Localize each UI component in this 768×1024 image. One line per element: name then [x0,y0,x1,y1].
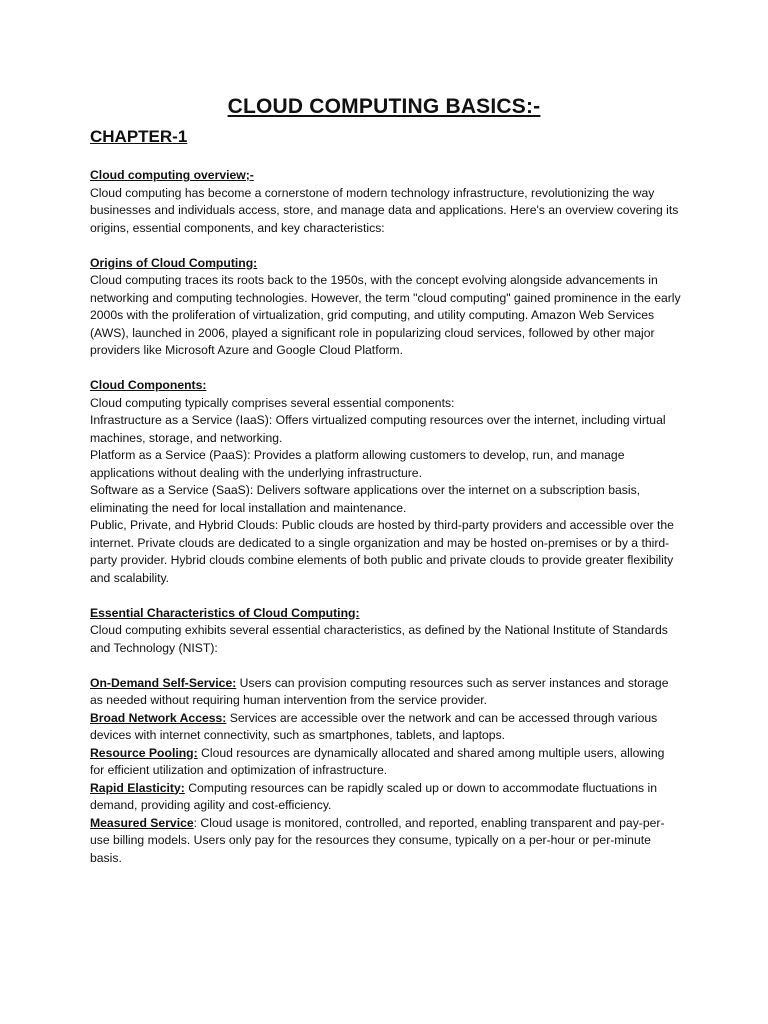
origins-paragraph: Cloud computing traces its roots back to the 1950s, with the concept evolving alongside advancements in networking and computing technologies. However, the term "cloud computing" gained prominence in the early 2000s with the proliferation of virtualization, grid computing, and utility computing. Amazon Web Services (AWS), launched in 2006, played a significant role in popularizing cloud services, followed by other major providers like Microsoft Azure and Google Cloud Platform. [90,273,681,357]
spacer [90,587,682,605]
characteristic-term: Resource Pooling: [90,745,198,760]
characteristic-term: Measured Service [90,815,194,830]
characteristics-heading: Essential Characteristics of Cloud Computing: [90,605,360,620]
characteristic-item-network-access [90,710,682,745]
characteristic-description: Users can provision computing resources such as server instances and storage as needed without requiring human intervention from the service provider. [90,675,669,707]
characteristics-section [90,605,682,868]
overview-heading: Cloud computing overview;- [90,168,254,182]
overview-section [90,167,682,237]
components-section [90,377,682,587]
origins-section [90,255,682,360]
characteristic-item-on-demand [90,675,682,710]
components-heading: Cloud Components: [90,378,207,392]
origins-heading: Origins of Cloud Computing: [90,255,258,270]
characteristic-description: : Cloud usage is monitored, controlled, and reported, enabling transparent and pay-per-use billing models. Users only pay for the resources they consume, typically on a per-hour or per-minute basis. [90,815,665,865]
characteristic-term: On-Demand Self-Service: [90,675,237,690]
characteristics-intro: Cloud computing exhibits several essential characteristics, as defined by the National Institute of Standards and Technology (NIST): [90,623,668,655]
characteristic-item-rapid-elasticity [90,780,682,815]
component-item-cloud-types: Public, Private, and Hybrid Clouds: Public clouds are hosted by third-party providers and accessible over the internet. Private clouds are dedicated to a single organization and may be hosted on-premises or by a third-party provider. Hybrid clouds combine elements of both public and private clouds to provide greater flexibility and scalability. [90,518,674,585]
characteristic-description: Services are accessible over the network and can be accessed through various devices with internet connectivity, such as smartphones, tablets, and laptops. [90,710,658,742]
document-body [90,167,682,867]
characteristic-term: Rapid Elasticity: [90,780,185,795]
components-intro: Cloud computing typically comprises several essential components: [90,395,455,410]
spacer [90,657,682,675]
characteristic-term: Broad Network Access: [90,710,227,725]
document-title: CLOUD COMPUTING BASICS:- [227,95,541,118]
overview-paragraph: Cloud computing has become a cornerstone of modern technology infrastructure, revolutionizing the way businesses and individuals access, store, and manage data and applications. Here's an overview covering its origins, essential components, and key characteristics: [90,185,679,235]
spacer [90,237,682,255]
component-item-iaas: Infrastructure as a Service (IaaS): Offers virtualized computing resources over the internet, including virtual machines, storage, and networking. [90,413,666,445]
spacer [90,360,682,378]
characteristic-item-resource-pooling [90,745,682,780]
characteristic-description: Cloud resources are dynamically allocated and shared among multiple users, allowing for efficient utilization and optimization of infrastructure. [90,745,665,777]
component-item-saas: Software as a Service (SaaS): Delivers software applications over the internet on a subscription basis, eliminating the need for local installation and maintenance. [90,483,641,515]
characteristic-description: Computing resources can be rapidly scaled up or down to accommodate fluctuations in demand, providing agility and cost-efficiency. [90,780,658,812]
chapter-heading: CHAPTER-1 [90,127,188,146]
characteristic-item-measured-service [90,815,682,868]
component-item-paas: Platform as a Service (PaaS): Provides a platform allowing customers to develop, run, and manage applications without dealing with the underlying infrastructure. [90,448,625,480]
